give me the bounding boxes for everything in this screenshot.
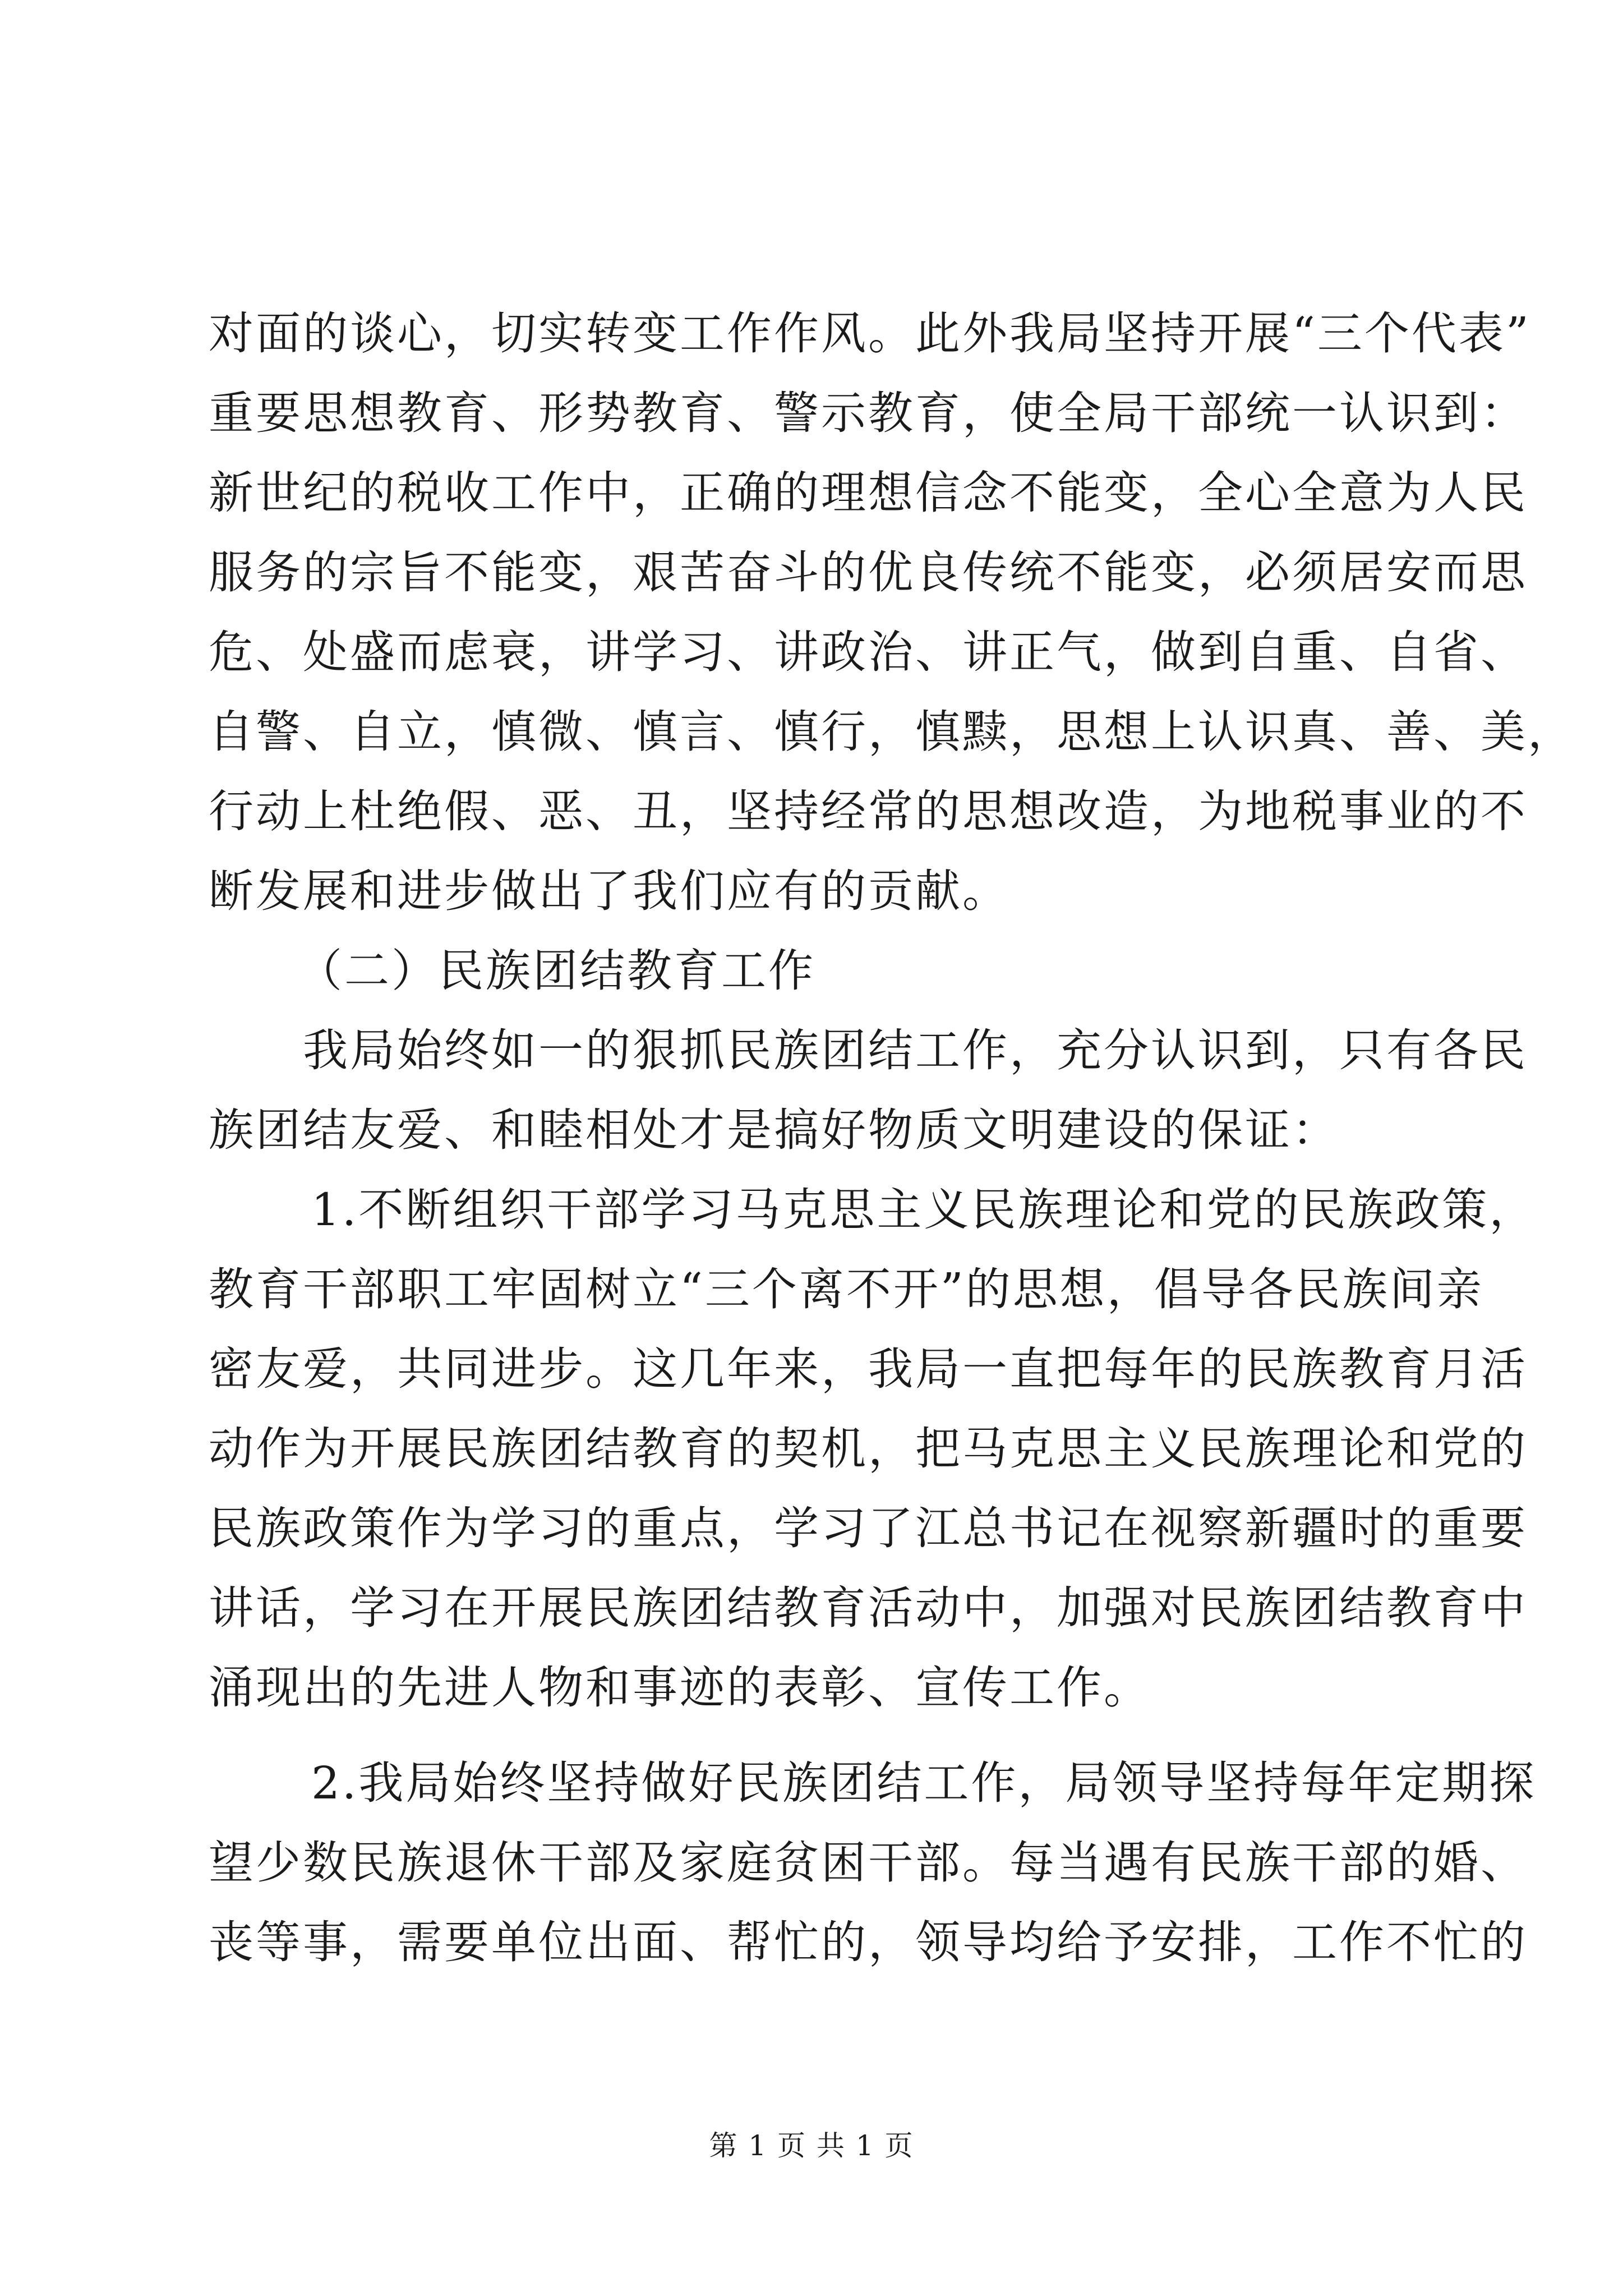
body-line: 重要思想教育、形势教育、警示教育，使全局干部统一认识到：: [209, 387, 1528, 439]
body-line: 服务的宗旨不能变，艰苦奋斗的优良传统不能变，必须居安而思: [209, 546, 1528, 599]
body-line: 对面的谈心，切实转变工作作风。此外我局坚持开展“三个代表”: [209, 307, 1531, 360]
body-line: 丧等事，需要单位出面、帮忙的，领导均给予安排，工作不忙的: [209, 1916, 1528, 1968]
body-line: 民族政策作为学习的重点，学习了江总书记在视察新疆时的重要: [209, 1502, 1528, 1554]
body-line: 动作为开展民族团结教育的契机，把马克思主义民族理论和党的: [209, 1423, 1528, 1475]
body-line: 望少数民族退休干部及家庭贫困干部。每当遇有民族干部的婚、: [209, 1837, 1528, 1889]
body-line: 自警、自立，慎微、慎言、慎行，慎黩，思想上认识真、善、美，: [209, 706, 1575, 758]
body-line: 讲话，学习在开展民族团结教育活动中，加强对民族团结教育中: [209, 1582, 1528, 1634]
body-line: 涌现出的先进人物和事迹的表彰、宣传工作。: [209, 1662, 1151, 1714]
body-line: 断发展和进步做出了我们应有的贡献。: [209, 865, 1009, 917]
body-line: 教育干部职工牢固树立“三个离不开”的思想，倡导各民族间亲: [209, 1263, 1484, 1315]
page-footer: 第 1 页 共 1 页: [709, 2129, 914, 2162]
body-line: 行动上杜绝假、恶、丑，坚持经常的思想改造，为地税事业的不: [209, 785, 1528, 838]
body-line: 危、处盛而虑衰，讲学习、讲政治、讲正气，做到自重、自省、: [209, 626, 1528, 678]
body-line: 新世纪的税收工作中，正确的理想信念不能变，全心全意为人民: [209, 467, 1528, 519]
section-heading: （二）民族团结教育工作: [297, 945, 815, 997]
body-line: 族团结友爱、和睦相处才是搞好物质文明建设的保证：: [209, 1104, 1339, 1156]
list-item-first-line: 1.不断组织干部学习马克思主义民族理论和党的民族政策，: [311, 1184, 1537, 1236]
body-line: 密友爱，共同进步。这几年来，我局一直把每年的民族教育月活: [209, 1343, 1528, 1395]
paragraph-first-line: 我局始终如一的狠抓民族团结工作，充分认识到，只有各民: [303, 1024, 1528, 1076]
list-item-first-line: 2.我局始终坚持做好民族团结工作，局领导坚持每年定期探: [311, 1757, 1537, 1809]
